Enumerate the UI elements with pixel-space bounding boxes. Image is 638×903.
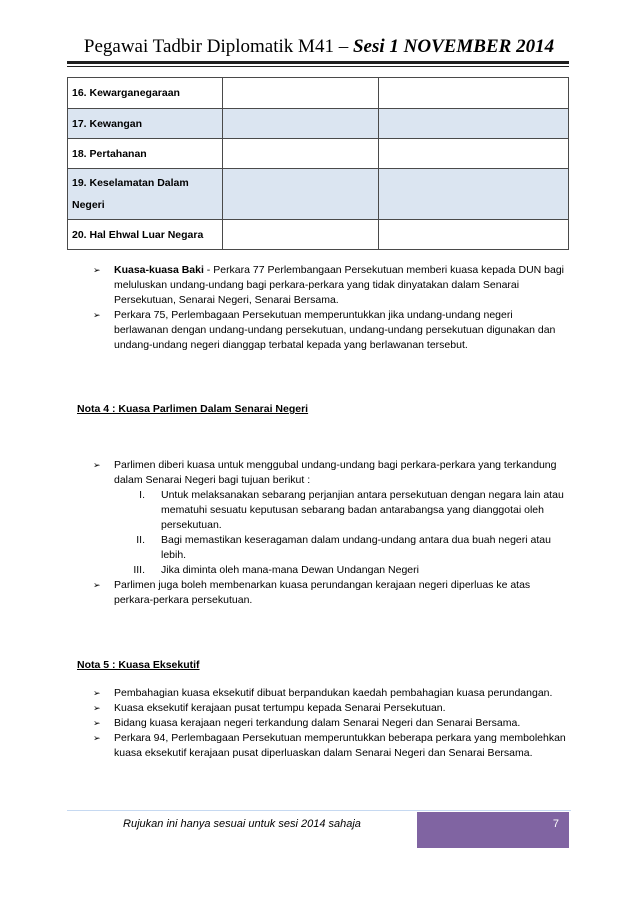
table-row [68, 78, 569, 109]
list-item [91, 308, 569, 353]
table-cell-label: 17. Kewangan [68, 109, 223, 139]
section-nota4 [91, 458, 569, 608]
list-item [91, 458, 569, 578]
table-cell [223, 78, 379, 109]
list-item [91, 578, 569, 608]
nota5-heading: Nota 5 : Kuasa Eksekutif [77, 659, 200, 671]
roman-list-text: Bagi memastikan keseragaman dalam undang-undang antara dua buah negeri atau lebih. [161, 534, 551, 561]
list-item-text: Kuasa eksekutif kerajaan pusat tertumpu kepada Senarai Persekutuan. [114, 702, 446, 714]
list-item [91, 701, 569, 716]
footer-page-box [417, 812, 569, 848]
footer-note: Rujukan ini hanya sesuai untuk sesi 2014 sahaja [123, 818, 361, 830]
arrow-bullet-icon: ➢ [93, 688, 101, 698]
header-rule-thin [67, 66, 569, 67]
table-cell [223, 169, 379, 220]
page-number: 7 [552, 818, 559, 830]
list-item-bold: Kuasa-kuasa Baki [114, 264, 204, 276]
roman-list-item [114, 563, 569, 578]
roman-list-text: Untuk melaksanakan sebarang perjanjian antara persekutuan dengan negara lain atau mematuhi sesuatu keputusan sebarang badan antarabangsa yang dianggotai oleh persekutuan. [161, 489, 564, 531]
list-item-text: - Perkara 77 Perlembangaan Persekutuan memberi kuasa kepada DUN bagi meluluskan undang-undang bagi perkara-perkara yang tidak dinyatakan dalam Senarai Persekutuan, Senarai Negeri, Senarai Bersama. [114, 264, 565, 306]
footer-rule [67, 810, 571, 811]
table-cell-label [68, 169, 223, 220]
arrow-bullet-icon: ➢ [93, 460, 101, 470]
roman-numeral: I. [139, 489, 145, 501]
arrow-bullet-icon: ➢ [93, 265, 101, 275]
section-residual-powers [91, 263, 569, 353]
table-row [68, 220, 569, 250]
list-item-text: Bidang kuasa kerajaan negeri terkandung dalam Senarai Negeri dan Senarai Bersama. [114, 717, 521, 729]
roman-numeral: III. [133, 564, 145, 576]
table-cell [223, 109, 379, 139]
table-cell-label: 16. Kewarganegaraan [68, 78, 223, 109]
table-cell [379, 139, 569, 169]
table-cell-label-line: Negeri [72, 199, 105, 211]
arrow-bullet-icon: ➢ [93, 580, 101, 590]
list-item-text: Parlimen juga boleh membenarkan kuasa perundangan kerajaan negeri diperluas ke atas perkara-perkara persekutuan. [114, 579, 531, 606]
arrow-bullet-icon: ➢ [93, 733, 101, 743]
roman-list-text: Jika diminta oleh mana-mana Dewan Undangan Negeri [161, 564, 419, 576]
table-row [68, 139, 569, 169]
table-cell [379, 169, 569, 220]
table-cell [223, 139, 379, 169]
roman-list-item [114, 488, 569, 533]
roman-numeral: II. [136, 534, 145, 546]
list-item [91, 263, 569, 308]
roman-list [114, 488, 569, 578]
arrow-bullet-icon: ➢ [93, 310, 101, 320]
list-item [91, 731, 569, 761]
table-cell-label: 20. Hal Ehwal Luar Negara [68, 220, 223, 250]
table-cell [379, 78, 569, 109]
table-cell-label-line: 19. Keselamatan Dalam [72, 177, 189, 189]
list-item-text: Perkara 94, Perlembagaan Persekutuan memperuntukkan beberapa perkara yang membolehkan kuasa eksekutif kerajaan pusat diperluaskan dalam Senarai Negeri dan Senarai Bersama. [114, 732, 566, 759]
list-item-text: Pembahagian kuasa eksekutif dibuat berpandukan kaedah pembahagian kuasa perundangan. [114, 687, 553, 699]
table-cell [379, 220, 569, 250]
table-cell-label: 18. Pertahanan [68, 139, 223, 169]
list-item-text: Parlimen diberi kuasa untuk menggubal undang-undang bagi perkara-perkara yang terkandung dalam Senarai Negeri bagi tujuan berikut : [114, 459, 557, 486]
header-title: Pegawai Tadbir Diplomatik M41 – [83, 36, 353, 57]
table-row [68, 169, 569, 220]
list-item [91, 686, 569, 701]
list-item-text: Perkara 75, Perlembagaan Persekutuan memperuntukkan jika undang-undang negeri berlawanan dengan undang-undang persekutuan, undang-undang persekutuan digunakan dan undang-undang negeri dianggap terbatal kepada yang berlawanan tersebut. [114, 309, 556, 351]
arrow-bullet-icon: ➢ [93, 703, 101, 713]
list-item [91, 716, 569, 731]
header-rule-thick [67, 61, 569, 64]
section-nota5 [91, 686, 569, 761]
table-cell [223, 220, 379, 250]
roman-list-item [114, 533, 569, 563]
page-header [0, 36, 638, 58]
table-cell [379, 109, 569, 139]
header-session: Sesi 1 NOVEMBER 2014 [352, 36, 555, 57]
nota4-heading: Nota 4 : Kuasa Parlimen Dalam Senarai Negeri [77, 403, 309, 415]
arrow-bullet-icon: ➢ [93, 718, 101, 728]
powers-table [67, 77, 569, 250]
table-row [68, 109, 569, 139]
